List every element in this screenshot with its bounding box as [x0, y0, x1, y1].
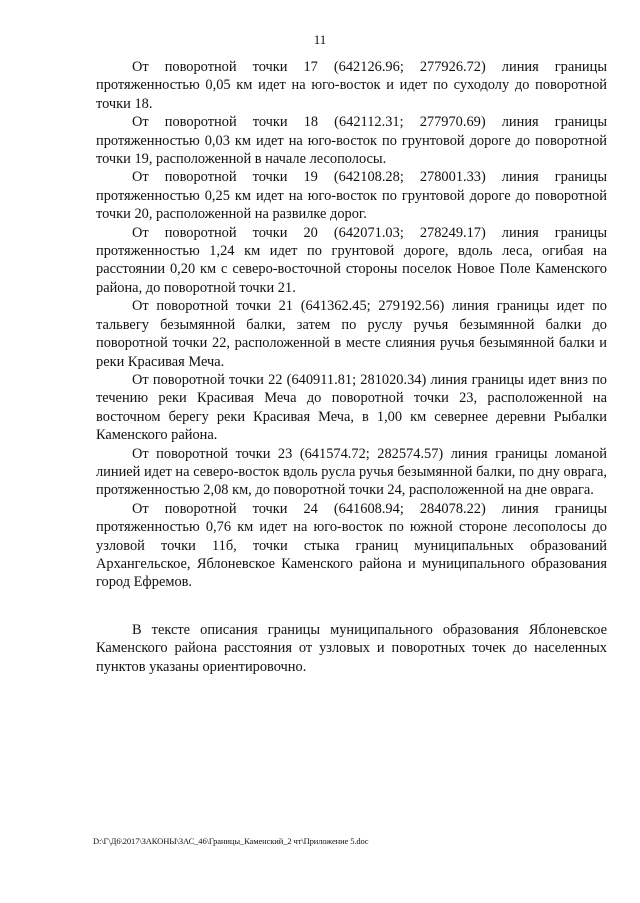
boundary-paragraph-19: От поворотной точки 19 (642108.28; 278001.33) линия границы протяженностью 0,25 км идет на юго-восток по грунтовой дороге до поворотной точки 20, расположенной на развилке дорог. — [96, 169, 607, 223]
paragraph-spacer — [96, 592, 607, 621]
boundary-paragraph-20: От поворотной точки 20 (642071.03; 278249.17) линия границы протяженностью 1,24 км идет по грунтовой дороге, вдоль леса, огибая на расстоянии 0,20 км с северо-восточной стороны поселок Новое Поле Каменского района, до поворотной точки 21. — [96, 224, 607, 296]
boundary-paragraph-24: От поворотной точки 24 (641608.94; 284078.22) линия границы протяженностью 0,76 км идет на юго-восток по южной стороне лесополосы до узловой точки 11б, точки стыка границ муниципальных образований Архангельское, Яблоневское Каменского района и муниципального образования город Ефремов. — [96, 500, 607, 591]
footer-file-path: D:\Г\Д6\2017\ЗАКОНЫ\ЗАС_46\Границы_Каменский_2 чт\Приложение 5.doc — [93, 836, 369, 846]
page-number: 11 — [313, 32, 327, 47]
document-body — [96, 58, 607, 676]
boundary-paragraph-23: От поворотной точки 23 (641574.72; 282574.57) линия границы ломаной линией идет на северо-восток вдоль русла ручья безымянной балки, по дну оврага, протяженностью 2,08 км, до поворотной точки 24, расположенной на дне оврага. — [96, 445, 607, 499]
closing-note: В тексте описания границы муниципального образования Яблоневское Каменского района расстояния от узловых и поворотных точек до населенных пунктов указаны ориентировочно. — [96, 621, 607, 675]
boundary-paragraph-22: От поворотной точки 22 (640911.81; 281020.34) линия границы идет вниз по течению реки Красивая Меча до поворотной точки 23, расположенной на восточном берегу реки Красивая Меча, в 1,00 км севернее деревни Рыбалки Каменского района. — [96, 371, 607, 444]
boundary-paragraph-21: От поворотной точки 21 (641362.45; 279192.56) линия границы идет по тальвегу безымянной балки, затем по руслу ручья безымянной балки до поворотной точки 22, расположенной в месте слияния ручья безымянной балки и реки Красивая Меча. — [96, 298, 607, 370]
boundary-paragraph-17: От поворотной точки 17 (642126.96; 277926.72) линия границы протяженностью 0,05 км идет на юго-восток и идет по суходолу до поворотной точки 18. — [96, 59, 607, 112]
boundary-paragraph-18: От поворотной точки 18 (642112.31; 277970.69) линия границы протяженностью 0,03 км идет на юго-восток по грунтовой дороге до поворотной точки 19, расположенной в начале лесополосы. — [96, 114, 607, 168]
